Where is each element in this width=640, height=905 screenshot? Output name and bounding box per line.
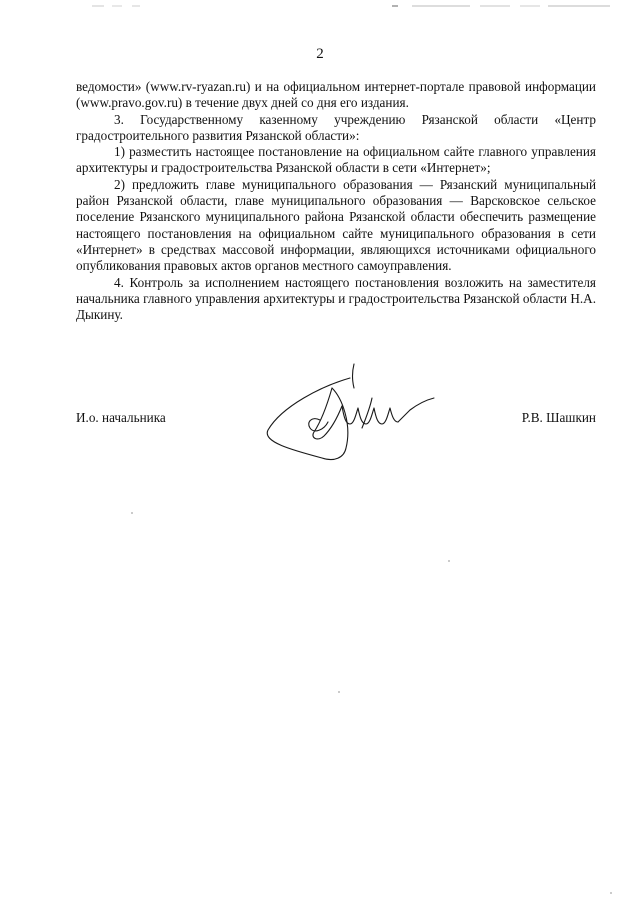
signer-name: Р.В. Шашкин: [521, 410, 596, 425]
handwritten-signature: [262, 358, 442, 468]
scan-speck: [610, 892, 612, 894]
scan-speck: [448, 560, 450, 562]
paragraph-item-3: 3. Государственному казенному учреждению Рязанской области «Центр градостроительного развития Рязанской области»:: [76, 111, 596, 143]
paragraph-subitem-1: 1) разместить настоящее постановление на официальном сайте главного управления архитектуры и градостроительства Рязанской области в сети «Интернет»;: [76, 144, 596, 176]
scan-speck: [131, 512, 133, 514]
paragraph-continuation: ведомости» (www.rv-ryazan.ru) и на официальном интернет-портале правовой информации (www.pravo.gov.ru) в течение двух дней со дня его издания.: [76, 79, 596, 111]
document-body: [76, 79, 596, 323]
paragraph-subitem-2: 2) предложить главе муниципального образования — Рязанский муниципальный район Рязанской области, главе муниципального образования — Варсковское сельское поселение Рязанского муниципального района Рязанской области обеспечить размещение настоящего постановления на официальном сайте муниципального образования в сети «Интернет» в средствах массовой информации, являющихся источниками официального опубликования правовых актов органов местного самоуправления.: [76, 176, 596, 274]
scan-edge-marks: [0, 0, 640, 12]
page-number: 2: [316, 46, 324, 62]
signer-position: И.о. начальника: [76, 410, 166, 425]
paragraph-item-4: 4. Контроль за исполнением настоящего постановления возложить на заместителя начальника главного управления архитектуры и градостроительства Рязанской области Н.А. Дыкину.: [76, 274, 596, 323]
scan-speck: [338, 691, 340, 693]
